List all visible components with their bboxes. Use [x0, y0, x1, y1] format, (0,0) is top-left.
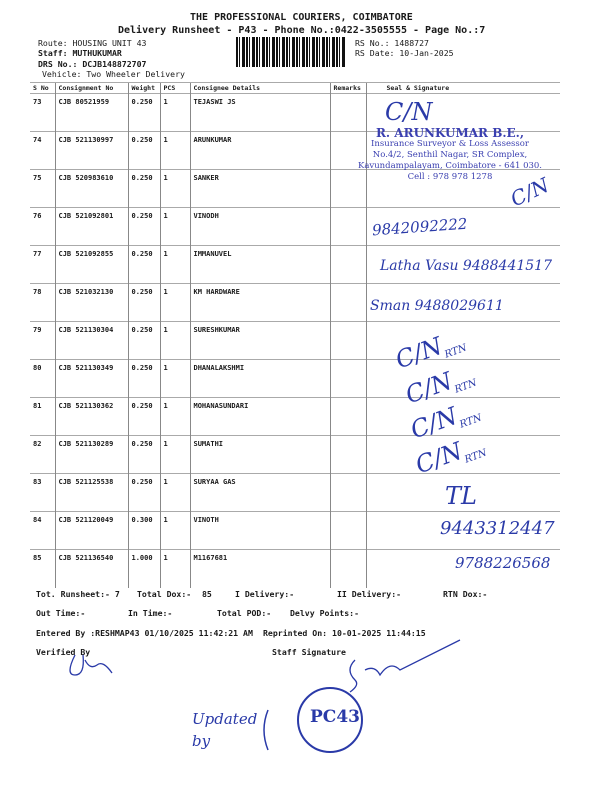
consignment-no: CJB 521092855 — [55, 246, 128, 284]
consignment-no: CJB 521130289 — [55, 436, 128, 474]
consignee-name: M1167681 — [190, 550, 330, 588]
col-consignment: Consignment No — [55, 83, 128, 94]
weight: 1.000 — [128, 550, 160, 588]
col-sno: S No — [30, 83, 55, 94]
pcs: 1 — [160, 436, 190, 474]
route: Route: HOUSING UNIT 43 — [38, 38, 147, 48]
weight: 0.250 — [128, 360, 160, 398]
row-sno: 79 — [30, 322, 55, 360]
pcs: 1 — [160, 94, 190, 132]
consignment-no: CJB 520983610 — [55, 170, 128, 208]
row-sno: 76 — [30, 208, 55, 246]
handwriting-cin: C/N — [385, 98, 433, 126]
handwriting-tl: TL — [445, 482, 477, 510]
consignment-no: CJB 521092801 — [55, 208, 128, 246]
consignee-name: SURESHKUMAR — [190, 322, 330, 360]
total-pod: Total POD:- — [217, 608, 272, 618]
pcs: 1 — [160, 360, 190, 398]
row-sno: 81 — [30, 398, 55, 436]
i-delivery: I Delivery:- — [235, 589, 295, 599]
handwriting-phone: 9788226568 — [455, 554, 551, 572]
pcs: 1 — [160, 246, 190, 284]
col-weight: Weight — [128, 83, 160, 94]
pcs: 1 — [160, 284, 190, 322]
col-remarks: Remarks — [330, 83, 366, 94]
consignee-name: TEJASWI JS — [190, 94, 330, 132]
consignment-no: CJB 521130997 — [55, 132, 128, 170]
in-time: In Time:- — [128, 608, 173, 618]
consignee-name: SANKER — [190, 170, 330, 208]
weight: 0.250 — [128, 132, 160, 170]
weight: 0.250 — [128, 246, 160, 284]
weight: 0.250 — [128, 474, 160, 512]
row-sno: 73 — [30, 94, 55, 132]
row-sno: 77 — [30, 246, 55, 284]
weight: 0.250 — [128, 170, 160, 208]
consignee-name: KM HARDWARE — [190, 284, 330, 322]
handwriting-phone: Latha Vasu 9488441517 — [380, 258, 552, 274]
row-sno: 84 — [30, 512, 55, 550]
reprinted-on: Reprinted On: 10-01-2025 11:44:15 — [263, 628, 426, 638]
tot-runsheet: Tot. Runsheet:- 7 — [36, 589, 120, 599]
rtn-dox: RTN Dox:- — [443, 589, 488, 599]
consignment-no: CJB 521130304 — [55, 322, 128, 360]
consignee-name: VINOTH — [190, 512, 330, 550]
pc-stamp: PC43 — [310, 707, 360, 727]
consignee-name: MOHANASUNDARI — [190, 398, 330, 436]
pcs: 1 — [160, 398, 190, 436]
drs-number: DRS No.: DCJB148872707 — [38, 59, 147, 69]
consignment-no: CJB 521125538 — [55, 474, 128, 512]
rs-date: RS Date: 10-Jan-2025 — [355, 48, 454, 58]
row-sno: 82 — [30, 436, 55, 474]
consignee-name: IMMANUVEL — [190, 246, 330, 284]
col-seal: Seal & Signature — [366, 83, 560, 94]
handwriting-phone: 9443312447 — [440, 518, 555, 539]
col-pcs: PCS — [160, 83, 190, 94]
out-time: Out Time:- — [36, 608, 86, 618]
stamp-line: Kavundampalayam, Coimbatore - 641 030. — [357, 161, 543, 171]
pcs: 1 — [160, 322, 190, 360]
consignee-name: VINODH — [190, 208, 330, 246]
handwriting-cin-rtn: $C/N_{RTN}$ — [411, 436, 489, 480]
weight: 0.250 — [128, 436, 160, 474]
staff: Staff: MUTHUKUMAR — [38, 48, 122, 58]
handwriting-cin-rtn: $C/N_{RTN}$ — [401, 366, 479, 410]
handwriting-cin: C/N — [506, 172, 553, 212]
stamp-line: No.4/2, Senthil Nagar, SR Complex, — [372, 150, 528, 160]
handwriting-phone: Sman 9488029611 — [370, 298, 504, 314]
verified-by: Verified By — [36, 647, 91, 657]
total-dox-label: Total Dox:- — [137, 589, 192, 599]
weight: 0.250 — [128, 284, 160, 322]
consignment-no: CJB 521130362 — [55, 398, 128, 436]
weight: 0.250 — [128, 208, 160, 246]
weight: 0.250 — [128, 322, 160, 360]
pcs: 1 — [160, 512, 190, 550]
pcs: 1 — [160, 208, 190, 246]
consignee-name: SURYAA GAS — [190, 474, 330, 512]
row-sno: 74 — [30, 132, 55, 170]
weight: 0.250 — [128, 398, 160, 436]
bracket-stroke — [264, 710, 268, 750]
row-sno: 85 — [30, 550, 55, 588]
staff-signature — [350, 640, 460, 692]
handwriting-cin-rtn: $C/N_{RTN}$ — [391, 331, 469, 375]
rs-number: RS No.: 1488727 — [355, 38, 429, 48]
row-sno: 80 — [30, 360, 55, 398]
handwriting-updated-by: Updated by — [192, 710, 258, 750]
total-dox-value: 85 — [202, 589, 212, 599]
vehicle: Vehicle: Two Wheeler Delivery — [42, 69, 185, 79]
consignment-no: CJB 80521959 — [55, 94, 128, 132]
consignee-name: SUMATHI — [190, 436, 330, 474]
col-consignee: Consignee Details — [190, 83, 330, 94]
stamp-line: Insurance Surveyor & Loss Assessor — [371, 139, 529, 149]
ii-delivery: II Delivery:- — [337, 589, 402, 599]
pcs: 1 — [160, 550, 190, 588]
staff-signature-label: Staff Signature — [272, 647, 346, 657]
stamp-line: Cell : 978 978 1278 — [407, 172, 493, 182]
handwriting-cin-rtn: $C/N_{RTN}$ — [406, 401, 484, 445]
stamp-name: R. ARUNKUMAR B.E., — [375, 126, 525, 140]
row-sno: 83 — [30, 474, 55, 512]
consignment-no: CJB 521130349 — [55, 360, 128, 398]
delvy-points: Delvy Points:- — [290, 608, 360, 618]
handwriting-phone: 9842092222 — [371, 214, 468, 240]
consignment-no: CJB 521136540 — [55, 550, 128, 588]
entered-by: Entered By :RESHMAP43 01/10/2025 11:42:21 AM — [36, 628, 253, 638]
pcs: 1 — [160, 170, 190, 208]
weight: 0.250 — [128, 94, 160, 132]
row-sno: 75 — [30, 170, 55, 208]
row-sno: 78 — [30, 284, 55, 322]
runsheet-subtitle: Delivery Runsheet - P43 - Phone No.:0422-3505555 - Page No.:7 — [118, 25, 486, 36]
consignment-no: CJB 521120049 — [55, 512, 128, 550]
weight: 0.300 — [128, 512, 160, 550]
pcs: 1 — [160, 132, 190, 170]
verifier-signature — [70, 655, 112, 675]
pcs: 1 — [160, 474, 190, 512]
consignee-name: DHANALAKSHMI — [190, 360, 330, 398]
company-title: THE PROFESSIONAL COURIERS, COIMBATORE — [190, 12, 413, 23]
consignment-no: CJB 521032130 — [55, 284, 128, 322]
consignee-name: ARUNKUMAR — [190, 132, 330, 170]
